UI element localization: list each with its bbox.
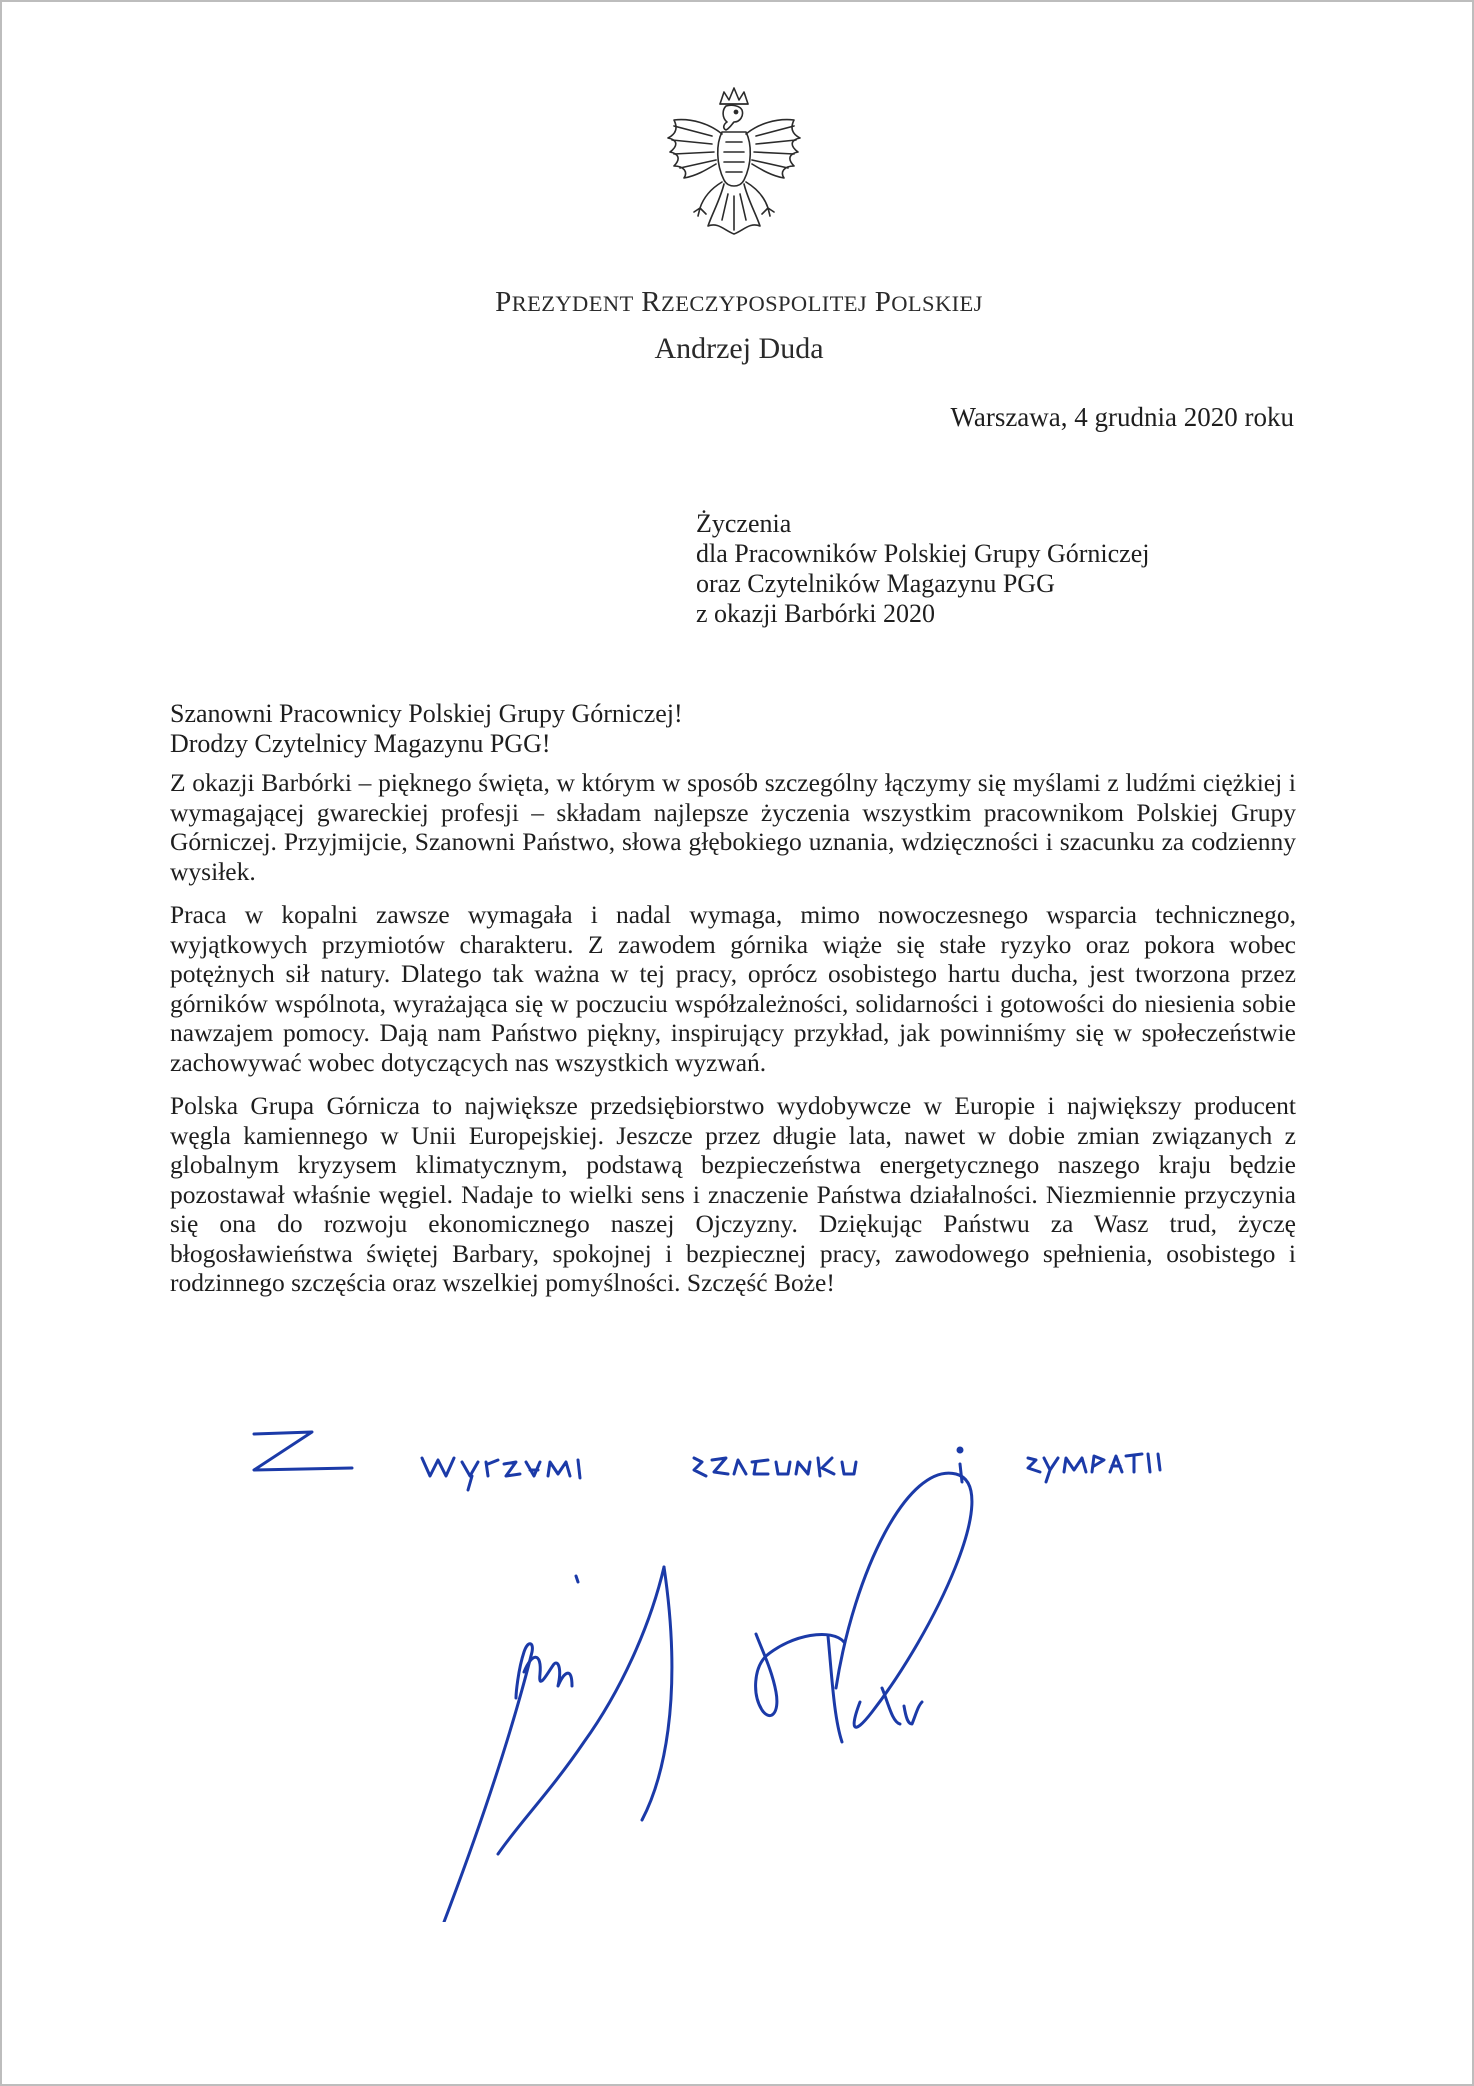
subject-line: oraz Czytelników Magazynu PGG: [696, 569, 1055, 598]
subject-line: dla Pracowników Polskiej Grupy Górniczej: [696, 539, 1150, 568]
subject-line: Życzenia: [696, 509, 792, 538]
body-paragraph: Polska Grupa Górnicza to największe przedsiębiorstwo wydobywcze w Europie i największy producent węgla kamiennego w Unii Europejskiej. Jeszcze przez długie lata, nawet w dobie zmian związanych z globalnym kryzysem klimatycznym, podstawą bezpieczeństwa energetycznego naszego kraju będzie pozostawał właśnie węgiel. Nadaje to wielki sens i znaczenie Państwa działalności. Niezmiennie przyczynia się ona do rozwoju ekonomicznego naszej Ojczyzny. Dziękując Państwu za Wasz trud, życzę błogosławieństwa świętej Barbary, spokojnej i bezpiecznej pracy, zawodowego spełnienia, osobistego i rodzinnego szczęścia oraz wszelkiej pomyślności. Szczęść Boże!: [170, 1091, 1296, 1297]
handwritten-signature: [232, 1402, 1372, 1922]
office-title-rest: OLSKIEJ: [891, 291, 983, 316]
office-title-initial: R: [641, 286, 662, 318]
salutation-line: Drodzy Czytelnicy Magazynu PGG!: [170, 729, 551, 758]
office-title: [2, 286, 1474, 319]
office-title-rest: ZECZYPOSPOLITEJ: [661, 291, 868, 316]
office-title-rest: REZYDENT: [511, 291, 634, 316]
salutation: [170, 699, 1320, 759]
letter-subject: [696, 509, 1316, 629]
body-paragraph: Praca w kopalni zawsze wymagała i nadal wymaga, mimo nowoczesnego wsparcia technicznego, wyjątkowych przymiotów charakteru. Z zawodem górnika wiąże się stałe ryzyko oraz pokora wobec potężnych sił natury. Dlatego tak ważna w tej pracy, oprócz osobistego hartu ducha, jest tworzona przez górników wspólnota, wyrażająca się w poczuciu współzależności, solidarności i gotowości do niesienia sobie nawzajem pomocy. Dają nam Państwo piękny, inspirujący przykład, jak powinniśmy się w społeczeństwie zachowywać wobec dotyczących nas wszystkich wyzwań.: [170, 900, 1296, 1077]
president-name: Andrzej Duda: [654, 332, 824, 365]
polish-white-eagle-emblem-icon: [652, 84, 816, 256]
office-title-initial: P: [874, 286, 892, 318]
office-title-initial: P: [495, 286, 512, 318]
date-line: Warszawa, 4 grudnia 2020 roku: [950, 402, 1294, 432]
body-paragraph: Z okazji Barbórki – pięknego święta, w którym w sposób szczególny łączymy się myślami z ludźmi ciężkiej i wymagającej gwareckiej profesji – składam najlepsze życzenia wszystkim pracownikom Polskiej Grupy Górniczej. Przyjmijcie, Szanowni Państwo, słowa głębokiego uznania, wdzięczności i szacunku za codzienny wysiłek.: [170, 768, 1296, 886]
salutation-line: Szanowni Pracownicy Polskiej Grupy Górniczej!: [170, 699, 683, 728]
letter-body: [170, 768, 1296, 1312]
subject-line: z okazji Barbórki 2020: [696, 599, 935, 628]
